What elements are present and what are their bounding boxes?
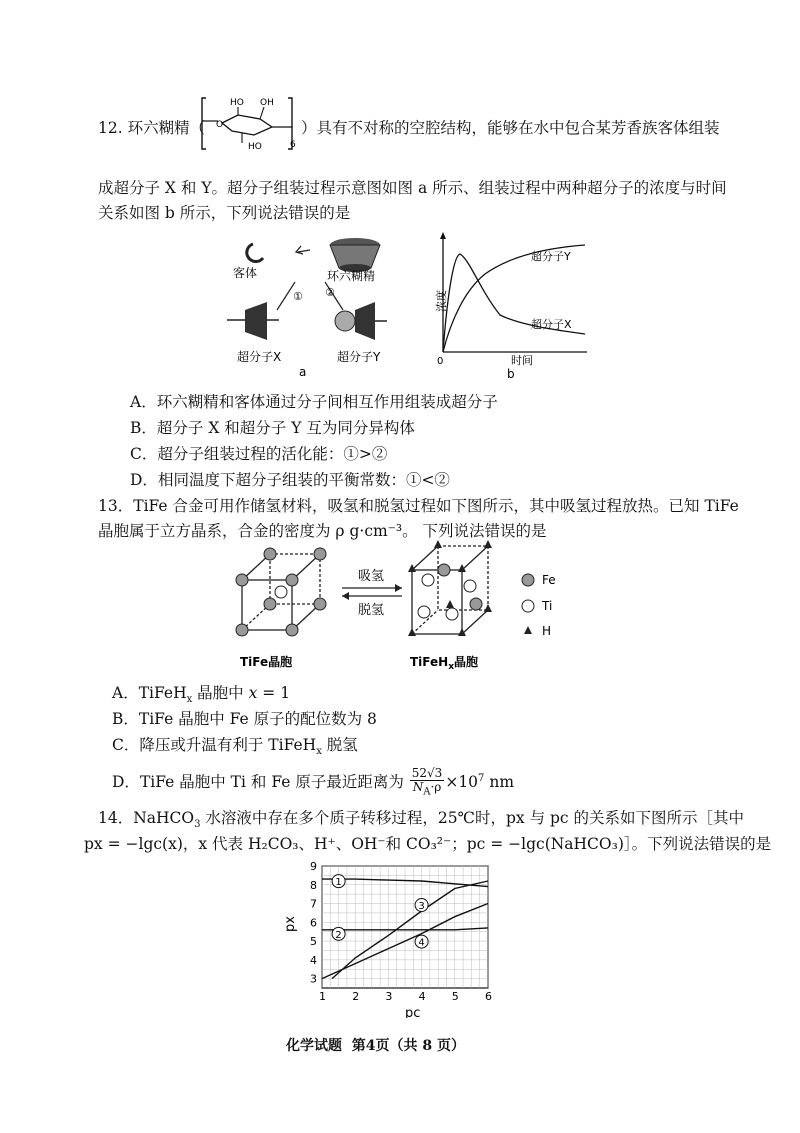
figure-b: [425, 230, 600, 380]
option-key: B．: [112, 710, 139, 728]
option-key: A．: [130, 393, 157, 411]
y-tick-label: 8: [310, 878, 317, 892]
option-text: = 1: [257, 684, 291, 702]
ti-atom-center: [275, 586, 287, 598]
tifehx-cell-label: TiFeH$_x$晶胞: [410, 655, 479, 672]
series-label-4: 4: [418, 937, 425, 949]
glucose-unit-icon: [198, 93, 298, 153]
q13-number: 13．: [98, 497, 134, 515]
y-tick-label: 9: [310, 860, 317, 873]
option-text: 环六糊精和客体通过分子间相互作用组装成超分子: [156, 393, 498, 411]
legend: [522, 573, 556, 638]
option-text: TiFe 晶胞中 Fe 原子的配位数为 8: [138, 710, 377, 728]
q14-line2: px = −lgc(x)，x 代表 H₂CO₃、H⁺、OH⁻和 CO₃²⁻；pc = −lgc(NaHCO₃)］。下列说法错误的是: [84, 835, 772, 853]
fe-legend-icon: [522, 574, 534, 586]
q14-sub: 3: [194, 819, 201, 831]
concentration-axis-label: 浓度: [435, 290, 448, 312]
q13-line1: [98, 496, 739, 516]
curve-x: [443, 254, 585, 352]
px-pc-chart: [278, 858, 508, 1018]
option-text: 降压或升温有利于 TiFeH: [139, 736, 317, 754]
option-text: 晶胞中: [192, 684, 249, 702]
distance-fraction: [410, 767, 445, 798]
option-key: B．: [130, 419, 157, 437]
tifehx-cell: [412, 546, 488, 634]
y-axis-label: px: [283, 916, 298, 932]
reverse-arrow-icon: [342, 592, 349, 600]
o-label: O: [216, 120, 224, 130]
y-tick-label: 6: [310, 916, 317, 930]
guest-label: 客体: [233, 266, 258, 280]
fe-legend-label: Fe: [542, 573, 556, 587]
h-legend-icon: [524, 626, 532, 634]
y-tick-label: 5: [310, 935, 317, 949]
supramolecule-x-icon: [227, 302, 279, 340]
option-text: TiFe 晶胞中 Ti 和 Fe 原子最近距离为: [139, 773, 404, 792]
option-sup: 7: [478, 773, 485, 784]
q12-option-a[interactable]: [130, 392, 498, 412]
option-var: x: [248, 684, 258, 702]
figure-a-caption: a: [299, 365, 307, 379]
option-text: 超分子组装过程的活化能：①>②: [157, 445, 388, 463]
option-key: D．: [130, 471, 158, 489]
option-text: ×10: [445, 773, 479, 792]
option-key: D．: [112, 773, 140, 792]
x-tick-label: 2: [352, 990, 360, 1003]
option-key: A．: [112, 684, 139, 702]
option-text: 脱氢: [321, 736, 358, 754]
host-cup-icon: [330, 238, 380, 272]
q13-option-d[interactable]: [112, 764, 514, 799]
q12-line2: 成超分子 X 和 Y。超分子组装过程示意图如图 a 所示、组装过程中两种超分子的浓度与时间: [98, 179, 727, 197]
origin-label: 0: [437, 356, 444, 367]
y-label: 超分子Y: [337, 350, 381, 364]
repeat-n-label: 6: [290, 140, 296, 150]
q12-option-b[interactable]: [130, 418, 415, 438]
figure-b-caption: b: [507, 367, 515, 380]
x-label: 超分子X: [237, 350, 282, 364]
curve-x-label: 超分子X: [531, 318, 572, 331]
x-tick-label: 4: [418, 990, 426, 1003]
ti-legend-icon: [522, 600, 534, 612]
page-footer: [286, 1035, 465, 1055]
forward-arrow-icon: [395, 584, 402, 592]
ti-atoms: [418, 574, 476, 620]
absorb-label: 吸氢: [358, 569, 385, 584]
release-label: 脱氢: [358, 603, 385, 618]
q14-number: 14．: [98, 809, 134, 827]
x-tick-label: 6: [485, 990, 492, 1003]
q12-line3: 关系如图 b 所示，下列说法错误的是: [98, 204, 351, 222]
option-text: TiFeH: [138, 684, 187, 702]
step-2-label: ②: [325, 286, 335, 299]
curve-y-label: 超分子Y: [531, 250, 571, 263]
y-tick-label: 4: [310, 953, 317, 967]
option-text: 相同温度下超分子组装的平衡常数：①<②: [157, 471, 450, 489]
time-axis-label: 时间: [511, 354, 533, 367]
x-tick-label: 3: [385, 990, 393, 1003]
q13-line2: 晶胞属于立方晶系，合金的密度为 ρ g·cm⁻³。 下列说法错误的是: [98, 522, 547, 540]
x-tick-label: 1: [319, 990, 326, 1003]
x-tick-label: 5: [451, 990, 459, 1003]
host-label: 环六糊精: [327, 269, 376, 283]
crystal-figure: [230, 540, 610, 675]
option-key: C．: [130, 445, 158, 463]
q12-line1: [98, 118, 205, 138]
series-label-3: 3: [418, 901, 425, 913]
figure-a: [215, 230, 415, 380]
option-text: nm: [484, 773, 515, 792]
q12-option-d[interactable]: [130, 470, 450, 490]
y-tick-label: 3: [310, 972, 317, 986]
q12-number: 12.: [98, 119, 123, 137]
fraction-denominator: $N_A\cdot\rho$: [412, 780, 442, 798]
ho-label-bottom: HO: [248, 142, 262, 152]
x-axis-label: pc: [405, 1006, 421, 1018]
y-tick-label: 7: [310, 897, 317, 911]
guest-molecule-icon: [247, 244, 263, 262]
q13-line1-text: TiFe 合金可用作储氢材料，吸氢和脱氢过程如下图所示，其中吸氢过程放热。已知 TiFe: [133, 497, 739, 515]
q14-text: 水溶液中存在多个质子转移过程，25℃时，px 与 pc 的关系如下图所示［其中: [200, 809, 745, 827]
series-label-2: 2: [335, 929, 342, 941]
combine-arrows-icon: [296, 246, 310, 254]
option-text: 超分子 X 和超分子 Y 互为同分异构体: [156, 419, 415, 437]
footer-subject: 化学试题: [286, 1038, 342, 1054]
step-1-label: ①: [293, 290, 303, 303]
q13-option-c[interactable]: [112, 735, 358, 762]
option-sub: x: [316, 746, 322, 758]
ho-label-top: HO: [230, 98, 244, 108]
q12-option-c[interactable]: [130, 444, 387, 464]
q13-option-b[interactable]: [112, 709, 377, 729]
cyclodextrin-structure: [198, 93, 298, 153]
q14-line1: [98, 808, 744, 835]
series-label-1: 1: [335, 877, 342, 889]
option-sub: x: [186, 694, 193, 706]
fraction-numerator: 52√3: [411, 766, 443, 781]
tife-cell-label: TiFe晶胞: [240, 655, 293, 669]
ti-legend-label: Ti: [542, 599, 553, 613]
footer-page: 第4页（共 8 页）: [351, 1038, 465, 1054]
q12-prefix: 环六糊精（: [127, 119, 206, 137]
q14-text: NaHCO: [133, 809, 195, 827]
option-key: C．: [112, 736, 140, 754]
q13-option-a[interactable]: [112, 683, 290, 710]
h-legend-label: H: [542, 624, 552, 638]
oh-label: OH: [260, 98, 274, 108]
supramolecule-y-icon: [335, 302, 387, 340]
q12-suffix: ）具有不对称的空腔结构，能够在水中包合某芳香族客体组装: [301, 119, 720, 137]
chart-svg: [278, 858, 508, 1018]
